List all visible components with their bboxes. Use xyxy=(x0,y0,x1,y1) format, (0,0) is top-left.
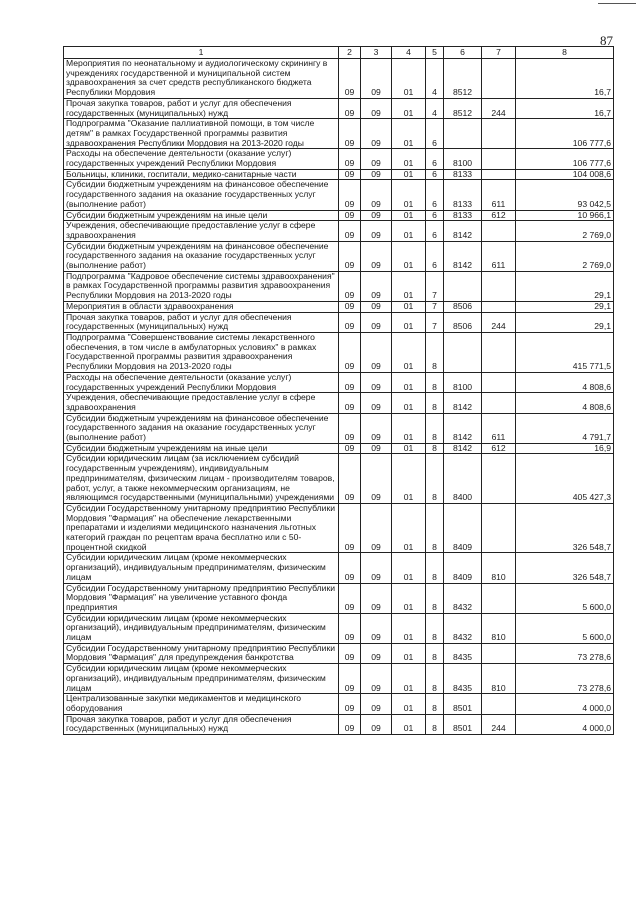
table-row xyxy=(64,372,614,392)
target-code-cell: 8133 xyxy=(444,210,482,221)
section-code-cell: 09 xyxy=(339,98,361,118)
table-row xyxy=(64,443,614,454)
section-code-cell: 09 xyxy=(339,332,361,372)
section-code-cell: 09 xyxy=(339,210,361,221)
subsection-code-cell: 09 xyxy=(361,301,392,312)
table-body xyxy=(64,59,614,735)
subsection-code-cell: 09 xyxy=(361,454,392,504)
subsection-code-cell: 09 xyxy=(361,312,392,332)
table-row xyxy=(64,714,614,734)
section-code-cell: 09 xyxy=(339,413,361,443)
subprogram-code-cell: 8 xyxy=(426,553,444,583)
expense-type-cell: 244 xyxy=(482,312,516,332)
target-code-cell: 8100 xyxy=(444,149,482,169)
amount-cell: 5 600,0 xyxy=(516,583,614,613)
program-code-cell: 01 xyxy=(392,413,426,443)
expense-type-cell: 612 xyxy=(482,210,516,221)
subprogram-code-cell: 8 xyxy=(426,714,444,734)
subsection-code-cell: 09 xyxy=(361,271,392,301)
target-code-cell: 8432 xyxy=(444,583,482,613)
program-code-cell: 01 xyxy=(392,271,426,301)
table-row xyxy=(64,694,614,714)
expense-type-cell: 612 xyxy=(482,443,516,454)
target-code-cell: 8512 xyxy=(444,59,482,99)
program-code-cell: 01 xyxy=(392,241,426,271)
expense-type-cell: 810 xyxy=(482,664,516,694)
row-name-cell: Прочая закупка товаров, работ и услуг для обеспечения государственных (муниципальных) нужд xyxy=(64,312,339,332)
target-code-cell: 8501 xyxy=(444,714,482,734)
target-code-cell: 8506 xyxy=(444,312,482,332)
target-code-cell xyxy=(444,271,482,301)
target-code-cell: 8409 xyxy=(444,503,482,553)
header-cell: 7 xyxy=(482,47,516,59)
row-name-cell: Прочая закупка товаров, работ и услуг для обеспечения государственных (муниципальных) нужд xyxy=(64,714,339,734)
table-row xyxy=(64,454,614,504)
target-code-cell: 8501 xyxy=(444,694,482,714)
subprogram-code-cell: 8 xyxy=(426,694,444,714)
program-code-cell: 01 xyxy=(392,443,426,454)
target-code-cell: 8133 xyxy=(444,180,482,210)
subprogram-code-cell: 6 xyxy=(426,210,444,221)
table-row xyxy=(64,180,614,210)
expense-type-cell xyxy=(482,503,516,553)
program-code-cell: 01 xyxy=(392,301,426,312)
subsection-code-cell: 09 xyxy=(361,613,392,643)
budget-table xyxy=(63,46,614,735)
expense-type-cell: 810 xyxy=(482,553,516,583)
table-row xyxy=(64,393,614,413)
amount-cell: 5 600,0 xyxy=(516,613,614,643)
subprogram-code-cell: 7 xyxy=(426,312,444,332)
program-code-cell: 01 xyxy=(392,503,426,553)
expense-type-cell xyxy=(482,583,516,613)
subsection-code-cell: 09 xyxy=(361,221,392,241)
program-code-cell: 01 xyxy=(392,694,426,714)
expense-type-cell xyxy=(482,271,516,301)
page-number: 87 xyxy=(600,33,613,48)
target-code-cell: 8512 xyxy=(444,98,482,118)
expense-type-cell: 810 xyxy=(482,613,516,643)
target-code-cell: 8142 xyxy=(444,393,482,413)
program-code-cell: 01 xyxy=(392,613,426,643)
table-row xyxy=(64,169,614,180)
expense-type-cell: 244 xyxy=(482,714,516,734)
table-row xyxy=(64,332,614,372)
subsection-code-cell: 09 xyxy=(361,210,392,221)
amount-cell: 405 427,3 xyxy=(516,454,614,504)
row-name-cell: Субсидии юридическим лицам (за исключением субсидий государственным учреждениям), индивидуальным предпринимателям, физическим лицам - производителям товаров, работ, услуг, а также некоммерческим организациям, не являющимся государственными (муниципальными) учреждениями xyxy=(64,454,339,504)
amount-cell: 2 769,0 xyxy=(516,241,614,271)
amount-cell: 326 548,7 xyxy=(516,553,614,583)
section-code-cell: 09 xyxy=(339,503,361,553)
target-code-cell xyxy=(444,332,482,372)
amount-cell: 16,9 xyxy=(516,443,614,454)
subprogram-code-cell: 8 xyxy=(426,372,444,392)
row-name-cell: Субсидии Государственному унитарному предприятию Республики Мордовия "Фармация" на увеличение уставного фонда предприятия xyxy=(64,583,339,613)
expense-type-cell xyxy=(482,221,516,241)
expense-type-cell xyxy=(482,372,516,392)
section-code-cell: 09 xyxy=(339,372,361,392)
section-code-cell: 09 xyxy=(339,393,361,413)
amount-cell: 106 777,6 xyxy=(516,119,614,149)
row-name-cell: Учреждения, обеспечивающие предоставление услуг в сфере здравоохранения xyxy=(64,221,339,241)
subsection-code-cell: 09 xyxy=(361,503,392,553)
subsection-code-cell: 09 xyxy=(361,372,392,392)
table-row xyxy=(64,301,614,312)
expense-type-cell xyxy=(482,149,516,169)
row-name-cell: Субсидии бюджетным учреждениям на иные цели xyxy=(64,210,339,221)
program-code-cell: 01 xyxy=(392,149,426,169)
subprogram-code-cell: 4 xyxy=(426,59,444,99)
row-name-cell: Субсидии юридическим лицам (кроме некоммерческих организаций), индивидуальным предпринимателям, физическим лицам xyxy=(64,613,339,643)
amount-cell: 29,1 xyxy=(516,271,614,301)
section-code-cell: 09 xyxy=(339,241,361,271)
expense-type-cell xyxy=(482,393,516,413)
row-name-cell: Расходы на обеспечение деятельности (оказание услуг) государственных учреждений Республики Мордовия xyxy=(64,149,339,169)
subprogram-code-cell: 8 xyxy=(426,443,444,454)
table-row xyxy=(64,271,614,301)
section-code-cell: 09 xyxy=(339,643,361,663)
program-code-cell: 01 xyxy=(392,180,426,210)
corner-mark xyxy=(598,0,636,4)
table-row xyxy=(64,119,614,149)
header-cell: 4 xyxy=(392,47,426,59)
subprogram-code-cell: 7 xyxy=(426,271,444,301)
expense-type-cell: 611 xyxy=(482,180,516,210)
amount-cell: 16,7 xyxy=(516,98,614,118)
table-row xyxy=(64,312,614,332)
amount-cell: 29,1 xyxy=(516,312,614,332)
row-name-cell: Больницы, клиники, госпитали, медико-санитарные части xyxy=(64,169,339,180)
expense-type-cell xyxy=(482,454,516,504)
section-code-cell: 09 xyxy=(339,271,361,301)
row-name-cell: Учреждения, обеспечивающие предоставление услуг в сфере здравоохранения xyxy=(64,393,339,413)
section-code-cell: 09 xyxy=(339,583,361,613)
section-code-cell: 09 xyxy=(339,443,361,454)
header-cell: 1 xyxy=(64,47,339,59)
table-row xyxy=(64,553,614,583)
table-row xyxy=(64,664,614,694)
section-code-cell: 09 xyxy=(339,312,361,332)
amount-cell: 4 808,6 xyxy=(516,372,614,392)
table-row xyxy=(64,210,614,221)
section-code-cell: 09 xyxy=(339,119,361,149)
table-row xyxy=(64,59,614,99)
target-code-cell: 8100 xyxy=(444,372,482,392)
section-code-cell: 09 xyxy=(339,694,361,714)
program-code-cell: 01 xyxy=(392,221,426,241)
subsection-code-cell: 09 xyxy=(361,241,392,271)
program-code-cell: 01 xyxy=(392,643,426,663)
subprogram-code-cell: 6 xyxy=(426,149,444,169)
subprogram-code-cell: 6 xyxy=(426,221,444,241)
program-code-cell: 01 xyxy=(392,583,426,613)
row-name-cell: Подпрограмма "Оказание паллиативной помощи, в том числе детям" в рамках Государственной программы развития здравоохранения Республики Мордовия на 2013-2020 годы xyxy=(64,119,339,149)
subprogram-code-cell: 4 xyxy=(426,98,444,118)
target-code-cell: 8506 xyxy=(444,301,482,312)
program-code-cell: 01 xyxy=(392,553,426,583)
program-code-cell: 01 xyxy=(392,312,426,332)
table-row xyxy=(64,503,614,553)
row-name-cell: Мероприятия в области здравоохранения xyxy=(64,301,339,312)
amount-cell: 93 042,5 xyxy=(516,180,614,210)
expense-type-cell: 611 xyxy=(482,241,516,271)
expense-type-cell xyxy=(482,694,516,714)
amount-cell: 29,1 xyxy=(516,301,614,312)
program-code-cell: 01 xyxy=(392,59,426,99)
expense-type-cell: 611 xyxy=(482,413,516,443)
section-code-cell: 09 xyxy=(339,180,361,210)
subsection-code-cell: 09 xyxy=(361,583,392,613)
header-cell: 6 xyxy=(444,47,482,59)
program-code-cell: 01 xyxy=(392,714,426,734)
row-name-cell: Субсидии юридическим лицам (кроме некоммерческих организаций), индивидуальным предпринимателям, физическим лицам xyxy=(64,664,339,694)
row-name-cell: Централизованные закупки медикаментов и медицинского оборудования xyxy=(64,694,339,714)
section-code-cell: 09 xyxy=(339,169,361,180)
expense-type-cell xyxy=(482,643,516,663)
subsection-code-cell: 09 xyxy=(361,180,392,210)
program-code-cell: 01 xyxy=(392,210,426,221)
program-code-cell: 01 xyxy=(392,393,426,413)
target-code-cell xyxy=(444,119,482,149)
subsection-code-cell: 09 xyxy=(361,553,392,583)
table-row xyxy=(64,221,614,241)
subprogram-code-cell: 6 xyxy=(426,180,444,210)
section-code-cell: 09 xyxy=(339,714,361,734)
target-code-cell: 8142 xyxy=(444,241,482,271)
target-code-cell: 8432 xyxy=(444,613,482,643)
row-name-cell: Субсидии бюджетным учреждениям на финансовое обеспечение государственного задания на оказание государственных услуг (выполнение работ) xyxy=(64,241,339,271)
subsection-code-cell: 09 xyxy=(361,694,392,714)
header-cell: 2 xyxy=(339,47,361,59)
program-code-cell: 01 xyxy=(392,119,426,149)
subprogram-code-cell: 8 xyxy=(426,454,444,504)
amount-cell: 2 769,0 xyxy=(516,221,614,241)
expense-type-cell xyxy=(482,169,516,180)
subsection-code-cell: 09 xyxy=(361,119,392,149)
amount-cell: 106 777,6 xyxy=(516,149,614,169)
table-row xyxy=(64,149,614,169)
expense-type-cell: 244 xyxy=(482,98,516,118)
subprogram-code-cell: 8 xyxy=(426,503,444,553)
section-code-cell: 09 xyxy=(339,454,361,504)
subprogram-code-cell: 8 xyxy=(426,664,444,694)
table-row xyxy=(64,98,614,118)
row-name-cell: Субсидии бюджетным учреждениям на иные цели xyxy=(64,443,339,454)
amount-cell: 73 278,6 xyxy=(516,643,614,663)
row-name-cell: Подпрограмма "Совершенствование системы лекарственного обеспечения, в том числе в амбулаторных условиях" в рамках Государственной программы развития здравоохранения Республики Мордовия на 2013-2020 годы xyxy=(64,332,339,372)
subsection-code-cell: 09 xyxy=(361,169,392,180)
subprogram-code-cell: 8 xyxy=(426,332,444,372)
row-name-cell: Субсидии бюджетным учреждениям на финансовое обеспечение государственного задания на оказание государственных услуг (выполнение работ) xyxy=(64,413,339,443)
header-cell: 5 xyxy=(426,47,444,59)
subsection-code-cell: 09 xyxy=(361,643,392,663)
expense-type-cell xyxy=(482,301,516,312)
section-code-cell: 09 xyxy=(339,59,361,99)
program-code-cell: 01 xyxy=(392,98,426,118)
subsection-code-cell: 09 xyxy=(361,98,392,118)
header-cell: 3 xyxy=(361,47,392,59)
subsection-code-cell: 09 xyxy=(361,393,392,413)
row-name-cell: Субсидии Государственному унитарному предприятию Республики Мордовия "Фармация" для предупреждения банкротства xyxy=(64,643,339,663)
table-row xyxy=(64,241,614,271)
program-code-cell: 01 xyxy=(392,664,426,694)
subsection-code-cell: 09 xyxy=(361,664,392,694)
target-code-cell: 8400 xyxy=(444,454,482,504)
amount-cell: 104 008,6 xyxy=(516,169,614,180)
subsection-code-cell: 09 xyxy=(361,413,392,443)
expense-type-cell xyxy=(482,332,516,372)
row-name-cell: Субсидии Государственному унитарному предприятию Республики Мордовия "Фармация" на обеспечение лекарственными препаратами и изделиями медицинского назначения льготных категорий граждан по рецептам врача бесплатно или с 50-процентной скидкой xyxy=(64,503,339,553)
table-row xyxy=(64,643,614,663)
target-code-cell: 8409 xyxy=(444,553,482,583)
section-code-cell: 09 xyxy=(339,221,361,241)
subsection-code-cell: 09 xyxy=(361,443,392,454)
subprogram-code-cell: 6 xyxy=(426,169,444,180)
expense-type-cell xyxy=(482,59,516,99)
program-code-cell: 01 xyxy=(392,169,426,180)
subprogram-code-cell: 8 xyxy=(426,413,444,443)
section-code-cell: 09 xyxy=(339,301,361,312)
table-row xyxy=(64,613,614,643)
target-code-cell: 8435 xyxy=(444,664,482,694)
section-code-cell: 09 xyxy=(339,149,361,169)
section-code-cell: 09 xyxy=(339,664,361,694)
header-row xyxy=(64,47,614,59)
subsection-code-cell: 09 xyxy=(361,332,392,372)
expense-type-cell xyxy=(482,119,516,149)
row-name-cell: Расходы на обеспечение деятельности (оказание услуг) государственных учреждений Республики Мордовия xyxy=(64,372,339,392)
subprogram-code-cell: 6 xyxy=(426,241,444,271)
amount-cell: 4 808,6 xyxy=(516,393,614,413)
row-name-cell: Субсидии бюджетным учреждениям на финансовое обеспечение государственного задания на оказание государственных услуг (выполнение работ) xyxy=(64,180,339,210)
program-code-cell: 01 xyxy=(392,372,426,392)
target-code-cell: 8133 xyxy=(444,169,482,180)
subprogram-code-cell: 8 xyxy=(426,643,444,663)
section-code-cell: 09 xyxy=(339,613,361,643)
amount-cell: 10 966,1 xyxy=(516,210,614,221)
target-code-cell: 8435 xyxy=(444,643,482,663)
amount-cell: 4 000,0 xyxy=(516,694,614,714)
row-name-cell: Мероприятия по неонатальному и аудиологическому скринингу в учреждениях государственной и муниципальной систем здравоохранения за счет средств республиканского бюджета Республики Мордовия xyxy=(64,59,339,99)
header-cell: 8 xyxy=(516,47,614,59)
table-row xyxy=(64,583,614,613)
subsection-code-cell: 09 xyxy=(361,714,392,734)
amount-cell: 326 548,7 xyxy=(516,503,614,553)
subprogram-code-cell: 8 xyxy=(426,613,444,643)
target-code-cell: 8142 xyxy=(444,443,482,454)
amount-cell: 4 000,0 xyxy=(516,714,614,734)
amount-cell: 73 278,6 xyxy=(516,664,614,694)
subprogram-code-cell: 8 xyxy=(426,583,444,613)
amount-cell: 4 791,7 xyxy=(516,413,614,443)
subprogram-code-cell: 7 xyxy=(426,301,444,312)
amount-cell: 16,7 xyxy=(516,59,614,99)
row-name-cell: Субсидии юридическим лицам (кроме некоммерческих организаций), индивидуальным предпринимателям, физическим лицам xyxy=(64,553,339,583)
subsection-code-cell: 09 xyxy=(361,59,392,99)
subprogram-code-cell: 6 xyxy=(426,119,444,149)
subsection-code-cell: 09 xyxy=(361,149,392,169)
table-row xyxy=(64,413,614,443)
section-code-cell: 09 xyxy=(339,553,361,583)
program-code-cell: 01 xyxy=(392,332,426,372)
target-code-cell: 8142 xyxy=(444,221,482,241)
subprogram-code-cell: 8 xyxy=(426,393,444,413)
row-name-cell: Подпрограмма "Кадровое обеспечение системы здравоохранения" в рамках Государственной программы развития здравоохранения Республики Мордовия на 2013-2020 годы xyxy=(64,271,339,301)
amount-cell: 415 771,5 xyxy=(516,332,614,372)
target-code-cell: 8142 xyxy=(444,413,482,443)
program-code-cell: 01 xyxy=(392,454,426,504)
row-name-cell: Прочая закупка товаров, работ и услуг для обеспечения государственных (муниципальных) нужд xyxy=(64,98,339,118)
